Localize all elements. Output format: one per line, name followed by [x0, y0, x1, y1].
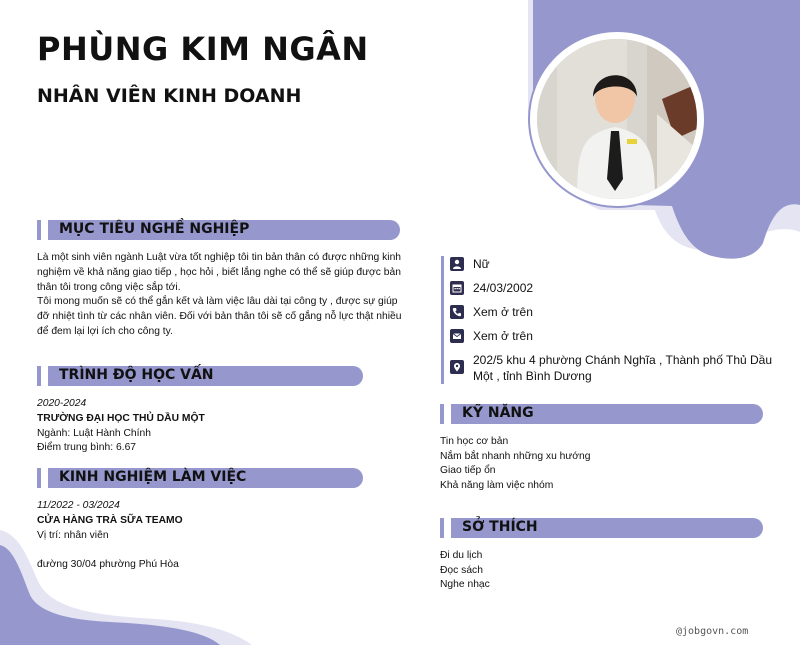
job-title: NHÂN VIÊN KINH DOANH	[37, 85, 302, 107]
watermark: @jobgovn.com	[676, 626, 749, 637]
location-icon	[450, 360, 464, 374]
mail-icon	[450, 329, 464, 343]
section-education-title: TRÌNH ĐỘ HỌC VẤN	[59, 367, 214, 383]
hobbies-list	[440, 549, 490, 593]
section-hobbies-header	[440, 518, 763, 538]
section-experience-title: KINH NGHIỆM LÀM VIỆC	[59, 469, 247, 485]
objective-paragraph-1: Là một sinh viên ngành Luật vừa tốt nghiệp tôi tin bản thân có được những kinh nghiệm về khả năng giao tiếp , học hỏi , biết lắng nghe có thể sẽ giúp được bản thân tôi trong công việc sắp tới.	[37, 252, 402, 293]
education-school: TRƯỜNG ĐẠI HỌC THỦ DẦU MỘT	[37, 412, 205, 424]
education-gpa: Điểm trung bình: 6.67	[37, 442, 137, 454]
experience-address: đường 30/04 phường Phú Hòa	[37, 559, 179, 571]
hobby-item: Đọc sách	[440, 564, 483, 576]
contact-phone-value: Xem ở trên	[473, 305, 533, 319]
contact-divider	[441, 256, 444, 384]
section-education-header	[37, 366, 363, 386]
contact-gender-value: Nữ	[473, 257, 490, 271]
person-icon	[450, 257, 464, 271]
section-objective-header	[37, 220, 400, 240]
contact-address-value: 202/5 khu 4 phường Chánh Nghĩa , Thành phố Thủ Dầu Một , tỉnh Bình Dương	[473, 353, 773, 383]
objective-paragraph-2: Tôi mong muốn sẽ có thể gắn kết và làm việc lâu dài tại công ty , được sự giúp đỡ nhiệt tình từ các nhân viên. Đối với bản thân tôi sẽ cố gắng nỗ lực thật nhiều để đem lại lợi ích cho công ty.	[37, 296, 402, 337]
section-skills-title: KỸ NĂNG	[462, 405, 534, 421]
experience-company: CỬA HÀNG TRÀ SỮA TEAMO	[37, 514, 183, 526]
phone-icon	[450, 305, 464, 319]
candidate-name: PHÙNG KIM NGÂN	[37, 30, 369, 68]
section-objective-title: MỤC TIÊU NGHỀ NGHIỆP	[59, 221, 250, 237]
profile-photo	[537, 39, 697, 199]
education-details	[37, 397, 357, 456]
skill-item: Khả năng làm việc nhóm	[440, 479, 554, 491]
hobby-item: Nghe nhạc	[440, 579, 490, 590]
skills-list	[440, 435, 591, 493]
experience-position: Vị trí: nhân viên	[37, 529, 109, 541]
contact-phone	[450, 304, 773, 320]
contact-birthday-value: 24/03/2002	[473, 281, 534, 295]
contact-address	[450, 352, 773, 384]
education-major: Ngành: Luật Hành Chính	[37, 427, 151, 439]
education-period: 2020-2024	[37, 398, 87, 409]
section-hobbies-title: SỞ THÍCH	[462, 519, 538, 535]
profile-photo-frame	[528, 30, 706, 208]
contact-gender	[450, 256, 773, 272]
contact-email-value: Xem ở trên	[473, 329, 533, 343]
section-experience-header	[37, 468, 363, 488]
skill-item: Tin học cơ bản	[440, 436, 509, 447]
skill-item: Giao tiếp ổn	[440, 465, 496, 476]
objective-text	[37, 251, 403, 340]
experience-details	[37, 499, 357, 573]
hobby-item: Đi du lịch	[440, 550, 483, 561]
contact-birthday	[450, 280, 773, 296]
skill-item: Nắm bắt nhanh những xu hướng	[440, 450, 591, 462]
section-skills-header	[440, 404, 763, 424]
calendar-icon	[450, 281, 464, 295]
experience-period: 11/2022 - 03/2024	[37, 500, 120, 511]
contact-email	[450, 328, 773, 344]
